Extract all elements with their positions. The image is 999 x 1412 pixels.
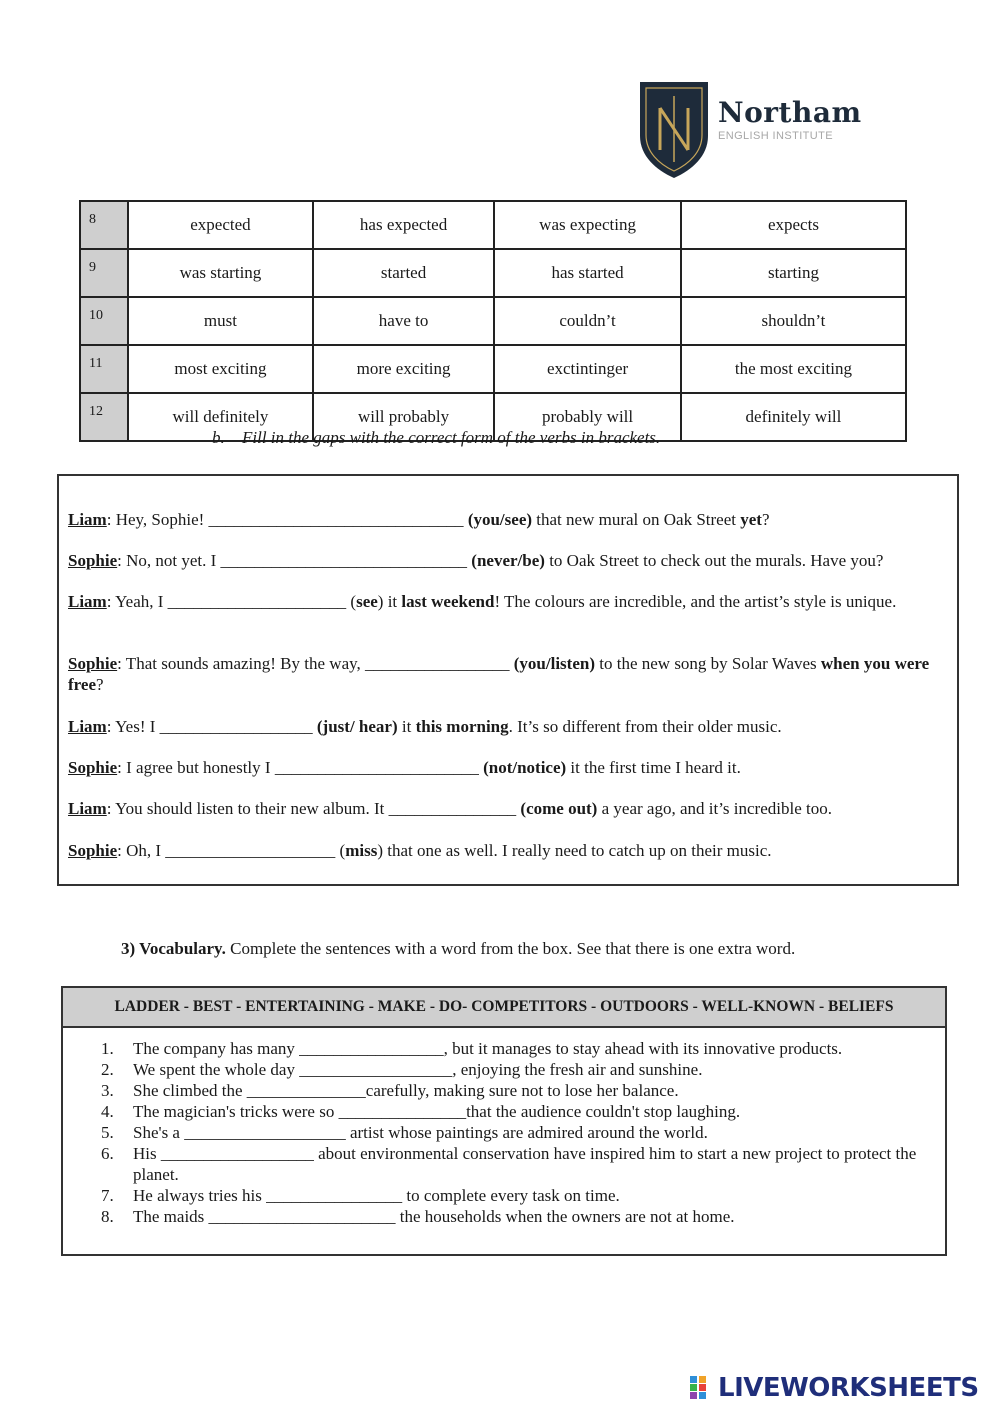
bold-phrase: when you were free — [68, 654, 930, 694]
dialogue-text: that new mural on Oak Street — [532, 510, 741, 529]
item-number: 8. — [101, 1207, 114, 1226]
vocabulary-box — [61, 986, 947, 1256]
question-number: 12 — [80, 393, 128, 441]
vocabulary-list — [101, 1038, 941, 1227]
bold-phrase: yet — [740, 510, 762, 529]
item-number: 4. — [101, 1102, 114, 1121]
vocabulary-item — [101, 1038, 941, 1059]
speaker-name: Liam — [68, 799, 107, 818]
option-a: must — [128, 297, 313, 345]
speaker-name: Liam — [68, 717, 107, 736]
item-text: The company has many _________________, but it manages to stay ahead with its innovative products. — [133, 1039, 843, 1058]
dialogue-line — [68, 653, 945, 695]
verb-prompt: (never/be) — [471, 551, 545, 570]
option-c: has started — [494, 249, 681, 297]
option-c: probably will — [494, 393, 681, 441]
dialogue-text: it — [397, 717, 416, 736]
verb-prompt: (just/ hear) — [316, 717, 398, 736]
speaker-name: Sophie — [68, 841, 118, 860]
vocabulary-item — [101, 1185, 941, 1206]
bold-phrase: this morning — [415, 717, 509, 736]
option-c: couldn’t — [494, 297, 681, 345]
item-number: 5. — [101, 1123, 114, 1142]
word-bank: LADDER - BEST - ENTERTAINING - MAKE - DO- COMPETITORS - OUTDOORS - WELL-KNOWN - BELIEFS — [63, 988, 945, 1028]
item-number: 3. — [101, 1081, 114, 1100]
question-number: 10 — [80, 297, 128, 345]
options-row — [80, 249, 906, 297]
dialogue-text: ? — [96, 675, 104, 694]
option-b: has expected — [313, 201, 494, 249]
options-row — [80, 201, 906, 249]
speaker-name: Liam — [68, 510, 107, 529]
dialogue-text: : You should listen to their new album. It _______________ — [106, 799, 521, 818]
dialogue-line — [68, 509, 945, 530]
dialogue-text: ! The colours are incredible, and the artist’s style is unique. — [494, 592, 897, 611]
question-number: 8 — [80, 201, 128, 249]
liveworksheets-icon — [690, 1376, 716, 1400]
item-text: He always tries his ________________ to complete every task on time. — [133, 1186, 620, 1205]
speaker-name: Sophie — [68, 758, 118, 777]
option-d: starting — [681, 249, 906, 297]
dialogue-line — [68, 716, 945, 737]
northam-logo — [636, 78, 876, 180]
answer-options-table — [79, 200, 907, 442]
option-c: exctintinger — [494, 345, 681, 393]
logo-name: Northam — [718, 96, 862, 129]
item-text: The maids ______________________ the households when the owners are not at home. — [133, 1207, 735, 1226]
item-number: 7. — [101, 1186, 114, 1205]
options-row — [80, 297, 906, 345]
verb-prompt: (come out) — [520, 799, 598, 818]
dialogue-line — [68, 550, 945, 571]
item-text: She climbed the ______________carefully, making sure not to lose her balance. — [133, 1081, 679, 1100]
option-d: shouldn’t — [681, 297, 906, 345]
vocabulary-item — [101, 1206, 941, 1227]
section-b-text: Fill in the gaps with the correct form of the verbs in brackets. — [242, 428, 661, 447]
dialogue-text: a year ago, and it’s incredible too. — [597, 799, 832, 818]
dialogue-line — [68, 757, 945, 778]
verb-prompt: (not/notice) — [483, 758, 567, 777]
vocabulary-item — [101, 1059, 941, 1080]
speaker-name: Sophie — [68, 551, 118, 570]
dialogue-text: : That sounds amazing! By the way, _________________ — [117, 654, 514, 673]
bold-phrase: last weekend — [401, 592, 495, 611]
dialogue-line — [68, 591, 945, 612]
vocabulary-title — [121, 939, 795, 959]
liveworksheets-text: LIVEWORKSHEETS — [718, 1373, 979, 1403]
option-d: definitely will — [681, 393, 906, 441]
dialogue-text: : Yes! I __________________ — [106, 717, 317, 736]
verb-prompt: see — [356, 592, 378, 611]
vocabulary-item — [101, 1080, 941, 1101]
dialogue-text: ) that one as well. I really need to catch up on their music. — [377, 841, 772, 860]
option-b: started — [313, 249, 494, 297]
dialogue-line — [68, 798, 945, 819]
item-number: 2. — [101, 1060, 114, 1079]
dialogue-text: : Oh, I ____________________ ( — [117, 841, 346, 860]
item-text: We spent the whole day __________________, enjoying the fresh air and sunshine. — [133, 1060, 703, 1079]
vocabulary-instruction: Complete the sentences with a word from the box. See that there is one extra word. — [225, 939, 796, 958]
option-a: will definitely — [128, 393, 313, 441]
option-a: most exciting — [128, 345, 313, 393]
option-b: have to — [313, 297, 494, 345]
verb-prompt: (you/see) — [467, 510, 533, 529]
verb-prompt: (you/listen) — [513, 654, 595, 673]
question-number: 11 — [80, 345, 128, 393]
dialogue-text: ) it — [377, 592, 402, 611]
vocabulary-heading: 3) Vocabulary. — [121, 939, 226, 958]
option-a: expected — [128, 201, 313, 249]
verb-prompt: miss — [345, 841, 378, 860]
option-a: was starting — [128, 249, 313, 297]
dialogue-text: : Yeah, I _____________________ ( — [106, 592, 357, 611]
dialogue-line — [68, 840, 945, 861]
shield-crest-icon — [636, 78, 712, 180]
section-b-letter: b. — [212, 428, 225, 447]
question-number: 9 — [80, 249, 128, 297]
dialogue-text: to the new song by Solar Waves — [595, 654, 821, 673]
item-text: His __________________ about environmental conservation have inspired him to start a new project to protect the planet. — [133, 1144, 917, 1184]
dialogue-box — [57, 474, 959, 886]
option-b: more exciting — [313, 345, 494, 393]
dialogue-text: : No, not yet. I _____________________________ — [117, 551, 472, 570]
option-d: the most exciting — [681, 345, 906, 393]
dialogue-text: to Oak Street to check out the murals. Have you? — [544, 551, 884, 570]
vocabulary-item — [101, 1143, 941, 1185]
dialogue-text: it the first time I heard it. — [566, 758, 741, 777]
option-d: expects — [681, 201, 906, 249]
logo-subtitle: ENGLISH INSTITUTE — [718, 130, 833, 142]
vocabulary-item — [101, 1101, 941, 1122]
vocabulary-item — [101, 1122, 941, 1143]
option-b: will probably — [313, 393, 494, 441]
item-text: The magician's tricks were so _______________that the audience couldn't stop laughing. — [133, 1102, 741, 1121]
section-b-instruction — [212, 428, 660, 448]
dialogue-text: : Hey, Sophie! ______________________________ — [106, 510, 468, 529]
option-c: was expecting — [494, 201, 681, 249]
item-text: She's a ___________________ artist whose paintings are admired around the world. — [133, 1123, 708, 1142]
speaker-name: Liam — [68, 592, 107, 611]
options-row — [80, 345, 906, 393]
dialogue-text: . It’s so different from their older music. — [508, 717, 782, 736]
speaker-name: Sophie — [68, 654, 118, 673]
item-number: 1. — [101, 1039, 114, 1058]
dialogue-text: ? — [761, 510, 770, 529]
dialogue-text: : I agree but honestly I ________________________ — [117, 758, 484, 777]
item-number: 6. — [101, 1144, 114, 1163]
